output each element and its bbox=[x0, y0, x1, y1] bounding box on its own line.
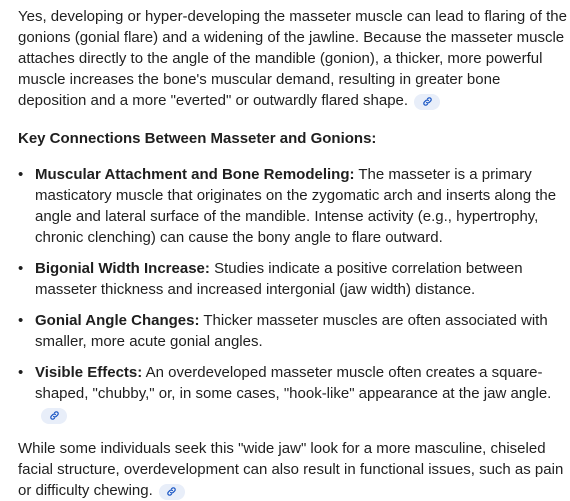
section-heading: Key Connections Between Masseter and Gonions: bbox=[18, 130, 377, 147]
link-icon bbox=[422, 96, 433, 107]
link-icon bbox=[166, 486, 177, 497]
list-item-title: Muscular Attachment and Bone Remodeling: bbox=[35, 166, 355, 183]
list-item-title: Visible Effects: bbox=[35, 364, 143, 381]
list-item bbox=[18, 362, 570, 425]
list-item-text: Thicker masseter muscles are often associated with smaller, more acute gonial angles. bbox=[35, 312, 548, 350]
source-link-chip[interactable] bbox=[414, 94, 440, 110]
bullet-marker: • bbox=[18, 260, 24, 277]
list-item bbox=[18, 258, 570, 300]
bullet-marker: • bbox=[18, 312, 24, 329]
source-link-chip[interactable] bbox=[159, 484, 185, 500]
bullet-marker: • bbox=[18, 364, 24, 381]
bullet-list bbox=[18, 164, 570, 425]
list-item-text: The masseter is a primary masticatory muscle that originates on the zygomatic arch and inserts along the angle and lateral surface of the mandible. Intense activity (e.g., hypertrophy, chronic clenching) can cause the bony angle to flare outward. bbox=[35, 166, 557, 246]
intro-text: Yes, developing or hyper-developing the masseter muscle can lead to flaring of the gonions (gonial flare) and a widening of the jawline. Because the masseter muscle attaches directly to the angle of the mandible (gonion), a thicker, more powerful muscle increases the bone's muscular demand, resulting in greater bone deposition and a more "everted" or outwardly flared shape. bbox=[18, 8, 567, 109]
outro-text: While some individuals seek this "wide jaw" look for a more masculine, chiseled facial structure, overdevelopment can also result in functional issues, such as pain or difficulty chewing. bbox=[18, 440, 564, 499]
list-item-title: Gonial Angle Changes: bbox=[35, 312, 200, 329]
outro-paragraph bbox=[18, 438, 570, 501]
intro-paragraph bbox=[18, 6, 570, 111]
list-item-text: Studies indicate a positive correlation between masseter thickness and increased intergonial (jaw width) distance. bbox=[35, 260, 523, 298]
list-item bbox=[18, 164, 570, 248]
list-item bbox=[18, 310, 570, 352]
list-item-text: An overdeveloped masseter muscle often creates a square-shaped, "chubby," or, in some cases, "hook-like" appearance at the jaw angle. bbox=[35, 364, 552, 402]
link-icon bbox=[49, 410, 60, 421]
list-item-title: Bigonial Width Increase: bbox=[35, 260, 210, 277]
source-link-chip[interactable] bbox=[41, 408, 67, 424]
bullet-marker: • bbox=[18, 166, 24, 183]
